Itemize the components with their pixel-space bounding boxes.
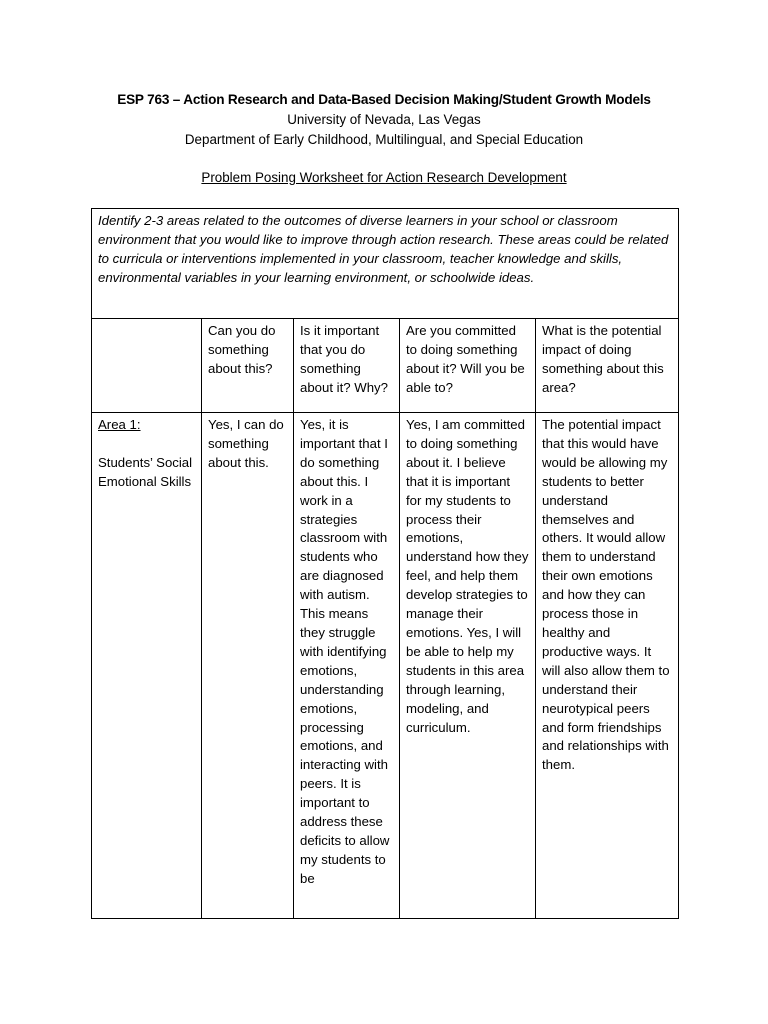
header-committed: Are you committed to doing something about it? Will you be able to? — [400, 319, 536, 413]
can-do-cell: Yes, I can do something about this. — [202, 413, 294, 919]
important-cell: Yes, it is important that I do something about this. I work in a strategies classroom with students who are diagnosed with autism. This means they struggle with identifying emotions, understanding emotions, processing emotions, and interacting with peers. It is important to address these deficits to allow my students to be — [294, 413, 400, 919]
impact-cell: The potential impact that this would have would be allowing my students to better understand themselves and others. It would allow them to understand their own emotions and how they can process those in healthy and productive ways. It will also allow them to understand their neurotypical peers and form friendships and relationships with them. — [536, 413, 679, 919]
header-important: Is it important that you do something about it? Why? — [294, 319, 400, 413]
university-name: University of Nevada, Las Vegas — [287, 112, 481, 127]
prompt-row — [92, 209, 679, 319]
area-name: Students’ Social Emotional Skills — [98, 454, 193, 489]
department-name: Department of Early Childhood, Multilingual, and Special Education — [184, 132, 584, 147]
worksheet-table — [91, 208, 679, 919]
worksheet-title: Problem Posing Worksheet for Action Research Development — [201, 170, 567, 185]
header-impact: What is the potential impact of doing something about this area? — [536, 319, 679, 413]
course-title: ESP 763 – Action Research and Data-Based Decision Making/Student Growth Models — [117, 92, 651, 107]
area-cell — [92, 413, 202, 919]
prompt-text: Identify 2-3 areas related to the outcomes of diverse learners in your school or classroom environment that you would like to improve through action research. These areas could be related to curricula or interventions implemented in your classroom, teacher knowledge and skills, environmental variables in your learning environment, or schoolwide ideas. — [92, 209, 679, 319]
header-can-do: Can you do something about this? — [202, 319, 294, 413]
table-row — [92, 413, 679, 919]
header-row — [92, 319, 679, 413]
header-empty-cell — [92, 319, 202, 413]
area-label: Area 1: — [98, 417, 141, 432]
committed-cell: Yes, I am committed to doing something about it. I believe that it is important for my students to process their emotions, understand how they feel, and help them develop strategies to manage their emotions. Yes, I will be able to help my students in this area through learning, modeling, and curriculum. — [400, 413, 536, 919]
